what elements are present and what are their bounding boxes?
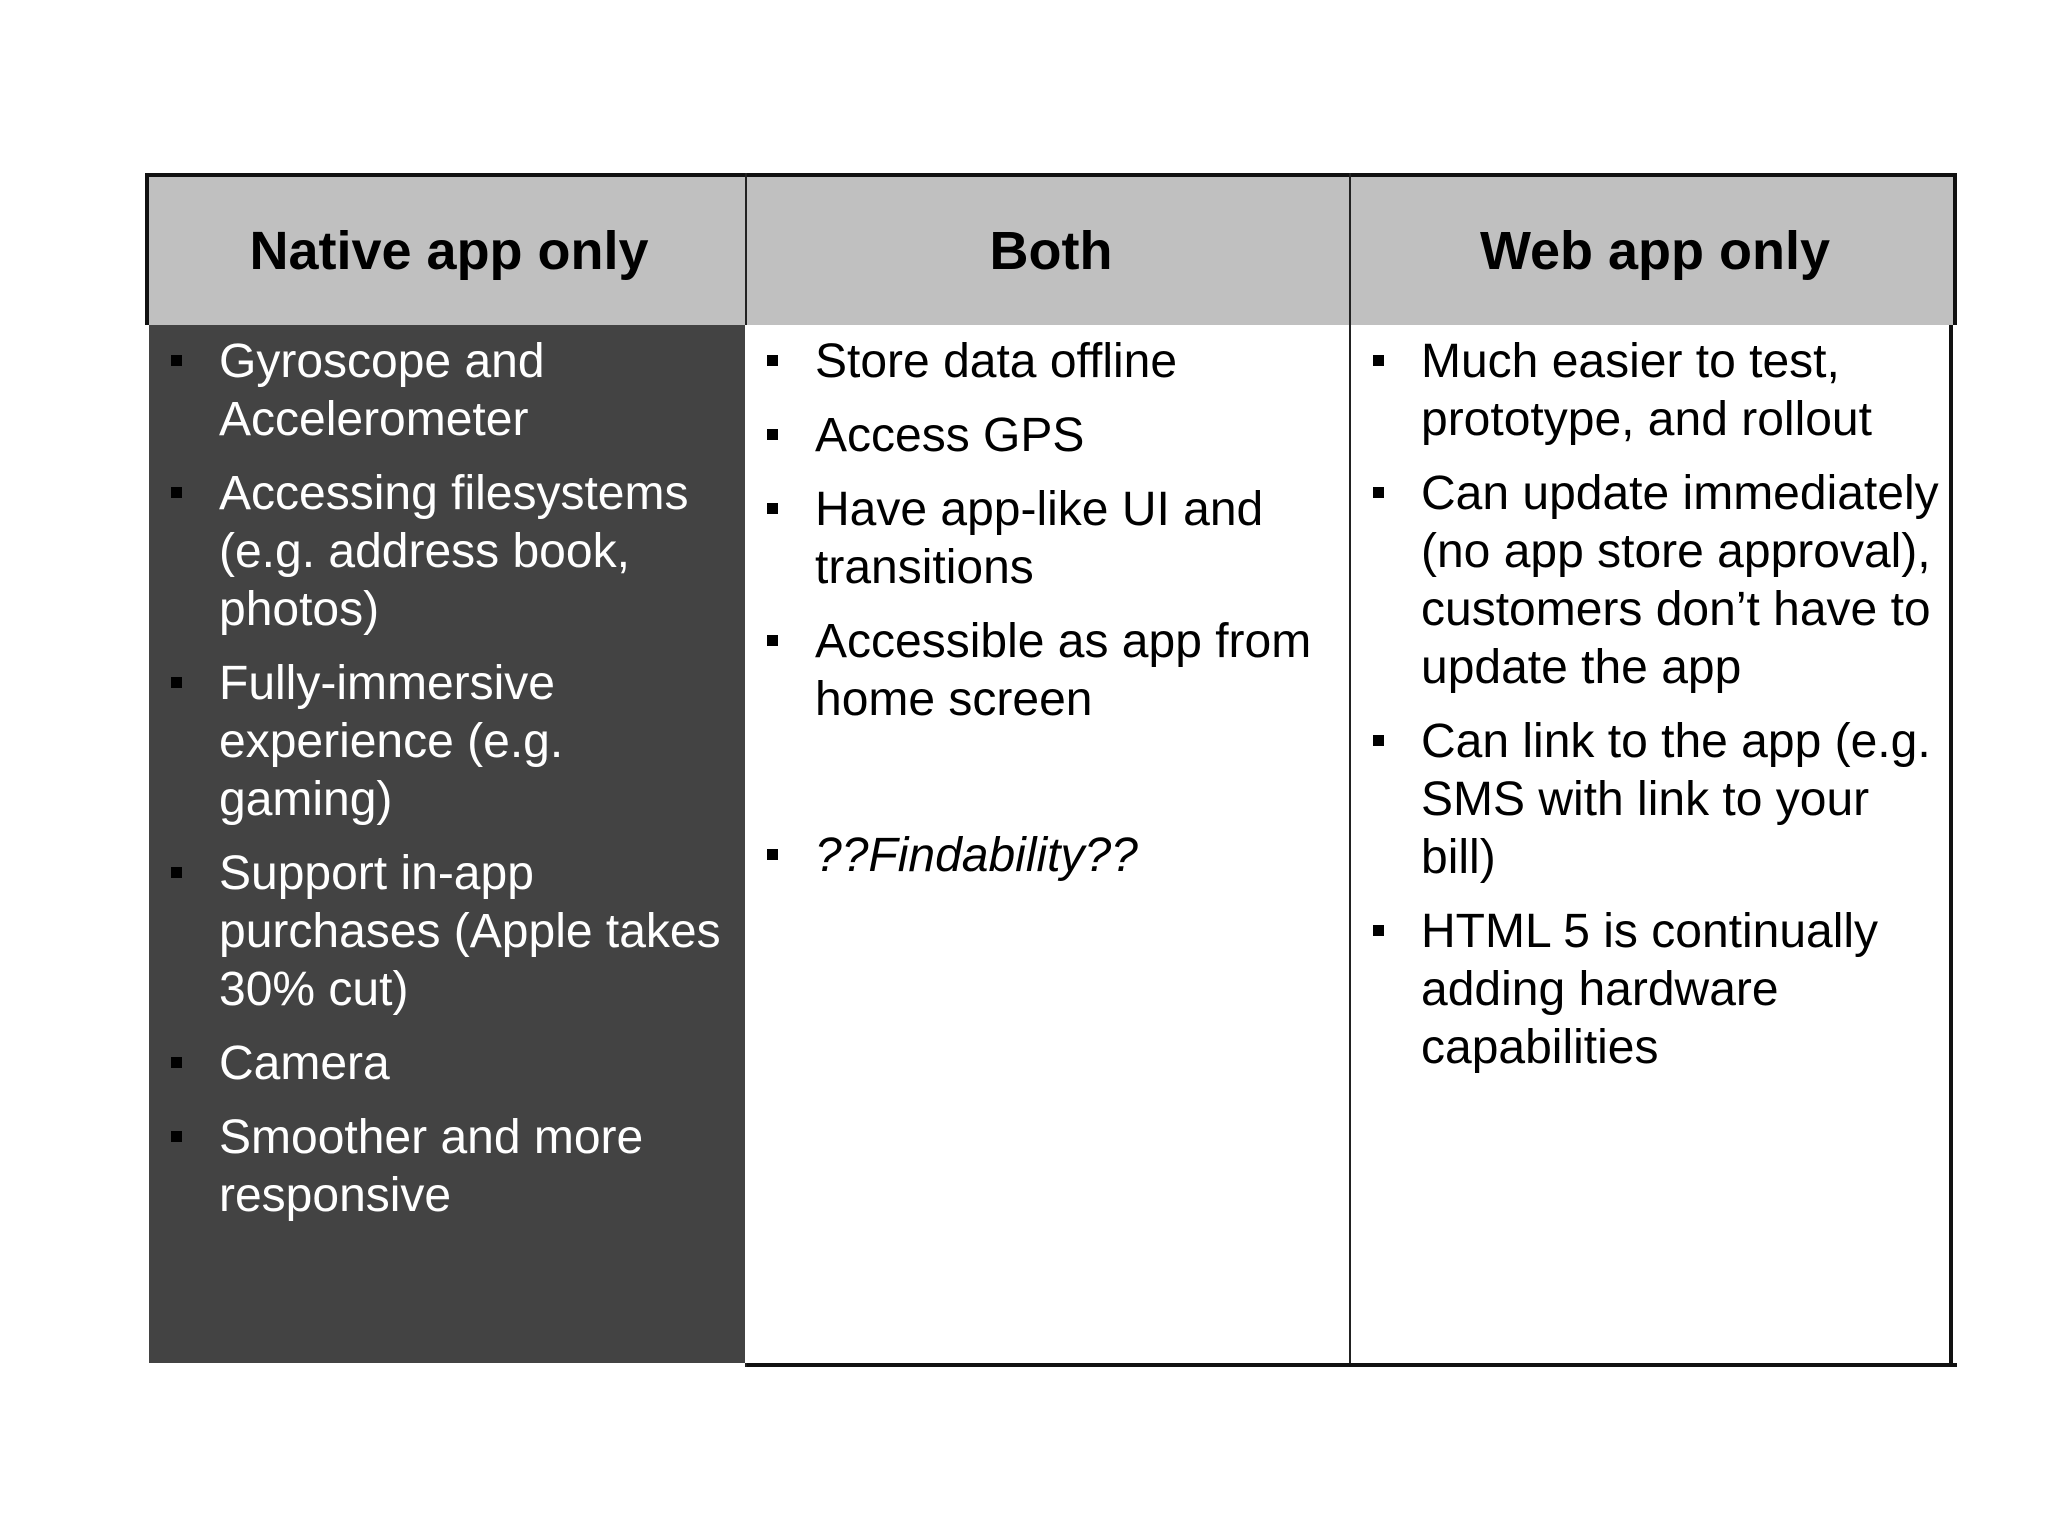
- list-item-text: HTML 5 is continually adding hardware capabilities: [1421, 905, 1879, 1074]
- bullet-square-icon: [767, 635, 778, 646]
- list-item-text: Support in-app purchases (Apple takes 30% cut): [219, 847, 721, 1016]
- bullet-square-icon: [171, 355, 182, 366]
- list-item: [745, 481, 1349, 597]
- header-web-app-only: Web app only: [1479, 221, 1831, 281]
- list-item: [745, 827, 1349, 885]
- bullet-square-icon: [1373, 735, 1384, 746]
- list-item: [1351, 713, 1949, 887]
- list-item-text: Can update immediately (no app store approval), customers don’t have to update the app: [1421, 467, 1939, 694]
- both-column: [745, 325, 1349, 1363]
- bullet-square-icon: [171, 487, 182, 498]
- table-header-row: [145, 173, 1957, 325]
- bullet-square-icon: [171, 1131, 182, 1142]
- list-item-text: Have app-like UI and transitions: [815, 483, 1264, 594]
- bullet-square-icon: [767, 429, 778, 440]
- list-item-text: ??Findability??: [815, 829, 1138, 882]
- list-item: [1351, 465, 1949, 697]
- bullet-square-icon: [767, 503, 778, 514]
- list-item-text: Much easier to test, prototype, and rollout: [1421, 335, 1872, 446]
- bullet-square-icon: [1373, 355, 1384, 366]
- list-item-text: Smoother and more responsive: [219, 1111, 644, 1222]
- table-bottom-border: [747, 1363, 1957, 1367]
- list-item: [149, 655, 745, 829]
- list-item-text: Camera: [219, 1037, 390, 1090]
- bullet-square-icon: [171, 867, 182, 878]
- header-native-app-only: Native app only: [249, 221, 649, 281]
- web-app-column: [1351, 325, 1953, 1363]
- list-item: [745, 613, 1349, 729]
- list-item: [1351, 903, 1949, 1077]
- list-item: [1351, 333, 1949, 449]
- list-item-text: Fully-immersive experience (e.g. gaming): [219, 657, 564, 826]
- list-item-text: Accessible as app from home screen: [815, 615, 1312, 726]
- list-item-text: Store data offline: [815, 335, 1178, 388]
- native-app-column: [149, 325, 745, 1363]
- list-item: [149, 333, 745, 449]
- list-item: [149, 845, 745, 1019]
- bullet-square-icon: [1373, 925, 1384, 936]
- header-both: Both: [989, 221, 1113, 281]
- bullet-square-icon: [767, 849, 778, 860]
- list-item: [149, 1035, 745, 1093]
- list-item-text: Gyroscope and Accelerometer: [219, 335, 545, 446]
- list-item-text: Accessing filesystems (e.g. address book, photos): [219, 467, 689, 636]
- bullet-square-icon: [1373, 487, 1384, 498]
- list-item: [149, 465, 745, 639]
- list-item-text: Can link to the app (e.g. SMS with link to your bill): [1421, 715, 1931, 884]
- list-item: [745, 407, 1349, 465]
- list-item: [745, 333, 1349, 391]
- list-item: [149, 1109, 745, 1225]
- comparison-table: [145, 173, 1957, 1365]
- bullet-square-icon: [171, 677, 182, 688]
- list-item-text: Access GPS: [815, 409, 1085, 462]
- bullet-square-icon: [171, 1057, 182, 1068]
- bullet-square-icon: [767, 355, 778, 366]
